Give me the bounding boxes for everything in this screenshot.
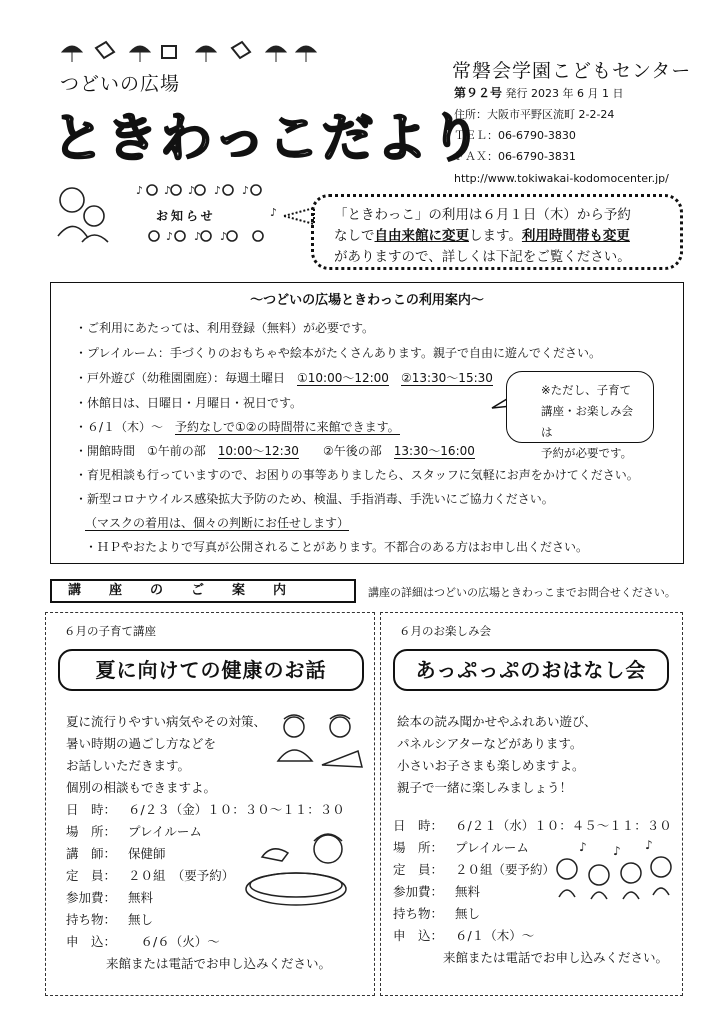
svg-text:♪: ♪: [166, 230, 174, 243]
guide-text: ・開館時間 ①午前の部: [75, 444, 218, 458]
detail-value: ２０組 （要予約）: [128, 868, 235, 883]
event-desc: [397, 711, 597, 799]
detail-label: 定 員：: [393, 862, 444, 877]
guide-item: ・ＨＰやおたよりで写真が公開されることがあります。不都合のある方はお申し出ください。: [85, 540, 589, 554]
svg-text:♪: ♪: [188, 184, 196, 197]
svg-text:♪: ♪: [214, 184, 222, 197]
detail-value: 保健師: [128, 846, 166, 861]
detail-value: 無料: [128, 890, 154, 905]
notice-box: [311, 194, 683, 270]
detail-label: 場 所：: [393, 840, 444, 855]
svg-text:♪: ♪: [270, 206, 278, 219]
event-tag: ６月のお楽しみ会: [399, 624, 491, 638]
fun-event-panel: [380, 612, 683, 996]
organization-name: 常磐会学園こどもセンター: [452, 60, 692, 82]
guide-item: ・ご利用にあたっては、利用登録（無料）が必要です。: [75, 321, 375, 335]
notice-text: なしで: [334, 228, 375, 244]
detail-label: 定 員：: [66, 868, 117, 883]
detail-date: [393, 815, 672, 837]
lecture-section-bar: 講座のご案内: [50, 579, 356, 603]
guide-item: [75, 418, 400, 435]
mask-note: （マスクの着用は、個々の判断にお任せします）: [85, 516, 350, 530]
detail-value: ６/１（木）～: [455, 928, 535, 943]
morning-hours: 10:00～12:30: [217, 444, 299, 458]
desc-line: 個別の相談もできますよ。: [66, 780, 217, 795]
lecture-tag: ６月の子育て講座: [64, 624, 156, 638]
notice-line-2: [334, 226, 670, 247]
detail-label: 参加費：: [393, 884, 444, 899]
detail-label: 講 師：: [66, 846, 117, 861]
detail-value: 無料: [455, 884, 481, 899]
svg-text:♪: ♪: [645, 839, 653, 852]
svg-text:♪: ♪: [242, 184, 250, 197]
apply-note: 来館または電話でお申し込みください。: [443, 950, 669, 965]
newsletter-subtitle: つどいの広場: [60, 73, 181, 95]
notice-highlight-hours: 利用時間帯も変更: [521, 228, 630, 244]
fax: ＦＡＸ：06-6790-3831: [454, 150, 576, 163]
lecture-title: 夏に向けての健康のお話: [58, 649, 364, 691]
detail-value: プレイルーム: [455, 840, 529, 855]
detail-label: 持ち物：: [66, 912, 117, 927]
notice-line-3: がありますので、詳しくは下記をご覧ください。: [334, 249, 631, 265]
guide-item: ・新型コロナウイルス感染拡大予防のため、検温、手指消毒、手洗いにご協力ください。: [75, 492, 554, 506]
detail-date: [66, 799, 345, 821]
note-line: 予約が必要です。: [541, 446, 633, 460]
lecture-desc: [66, 711, 266, 799]
guide-item: ・育児相談も行っていますので、お困りの事等ありましたら、スタッフに気軽にお声をかけてください。: [75, 468, 639, 482]
guide-item: ・休館日は、日曜日・月曜日・祝日です。: [75, 396, 303, 410]
desc-line: お話しいただきます。: [66, 758, 191, 773]
notice-text: します。: [469, 228, 522, 244]
detail-value: ６/２１（水）１０：４５～１１：３０: [455, 818, 672, 833]
desc-line: 夏に流行りやすい病気やその対策、: [66, 714, 267, 729]
svg-text:♪: ♪: [220, 230, 228, 243]
detail-label: 申 込：: [393, 928, 444, 943]
guide-text: ・戸外遊び（幼稚園園庭）：毎週土曜日: [75, 371, 298, 385]
outdoor-time-1: ①10:00～12:00: [297, 371, 389, 385]
detail-label: 持ち物：: [393, 906, 444, 921]
issue-date: 発行 2023 年 6 月 1 日: [505, 87, 624, 100]
newsletter-title: ときわっこだより: [52, 109, 484, 169]
detail-value: ６/６（火）～: [128, 934, 220, 949]
pool-illustration: [242, 827, 362, 911]
afternoon-hours: 13:30～16:00: [393, 444, 475, 458]
guide-item: [75, 369, 493, 386]
detail-value: プレイルーム: [128, 824, 202, 839]
detail-bring: [393, 903, 672, 925]
detail-apply: [393, 925, 672, 947]
desc-line: 絵本の読み聞かせやふれあい遊び、: [397, 714, 597, 729]
event-title: あっぷっぷのおはなし会: [393, 649, 669, 691]
notice-highlight-free-entry: 自由来館に変更: [374, 228, 469, 244]
desc-line: 小さいお子さまも楽しめますよ。: [397, 758, 585, 773]
address: 住所：大阪市平野区流町 2-2-24: [454, 108, 615, 121]
guide-item: ・プレイルーム：手づくりのおもちゃや絵本がたくさんあります。親子で自由に遊んでください。: [75, 346, 601, 360]
detail-apply: [66, 931, 345, 953]
children-illustration: [272, 711, 368, 773]
notice-label: お知らせ: [156, 209, 216, 223]
lecture-section-note: 講座の詳細はつどいの広場ときわっこまでお問合せください。: [368, 586, 676, 599]
detail-bring: [66, 909, 345, 931]
note-line: 講座・お楽しみ会は: [541, 404, 633, 439]
guide-text: ・６/１（木）～: [75, 420, 176, 434]
detail-value: 無し: [128, 912, 154, 927]
guide-item: [85, 514, 349, 531]
detail-label: 場 所：: [66, 824, 117, 839]
svg-text:♪: ♪: [164, 184, 172, 197]
website-link[interactable]: http://www.tokiwakai-kodomocenter.jp/: [454, 172, 669, 185]
detail-value: ２０組（要予約）: [455, 862, 556, 877]
notice-line-1: 「ときわっこ」の利用は６月１日（木）から予約: [334, 207, 631, 223]
guide-item: [75, 442, 475, 459]
svg-text:♪: ♪: [194, 230, 202, 243]
outdoor-time-2: ②13:30～15:30: [400, 371, 493, 385]
note-line: ※ただし、子育て: [541, 383, 632, 397]
issue-line: [454, 86, 624, 101]
parenting-lecture-panel: [45, 612, 375, 996]
animal-band-illustration: [549, 839, 677, 903]
desc-line: 暑い時期の過ごし方などを: [66, 736, 217, 751]
svg-text:♪: ♪: [579, 840, 587, 854]
umbrella-decoration: [56, 38, 326, 64]
svg-text:♪: ♪: [136, 184, 144, 197]
detail-value: ６/２３（金）１０：３０～１１：３０: [128, 802, 345, 817]
svg-text:♪: ♪: [613, 844, 621, 858]
apply-note: 来館または電話でお申し込みください。: [106, 956, 332, 971]
detail-label: 申 込：: [66, 934, 117, 949]
detail-label: 日 時：: [66, 802, 117, 817]
guide-text: ②午後の部: [322, 444, 394, 458]
reservation-note-bubble: [506, 371, 654, 460]
detail-value: 無し: [455, 906, 481, 921]
desc-line: 親子で一緒に楽しみましょう！: [397, 780, 573, 795]
tel: ＴＥＬ：06-6790-3830: [454, 129, 576, 142]
desc-line: パネルシアターなどがあります。: [397, 736, 583, 751]
no-reservation-text: 予約なしで①②の時間帯に来館できます。: [175, 420, 400, 434]
guide-title: ～つどいの広場ときわっこの利用案内～: [250, 293, 484, 308]
detail-label: 参加費：: [66, 890, 117, 905]
issue-number: 第９２号: [454, 86, 503, 100]
detail-label: 日 時：: [393, 818, 444, 833]
